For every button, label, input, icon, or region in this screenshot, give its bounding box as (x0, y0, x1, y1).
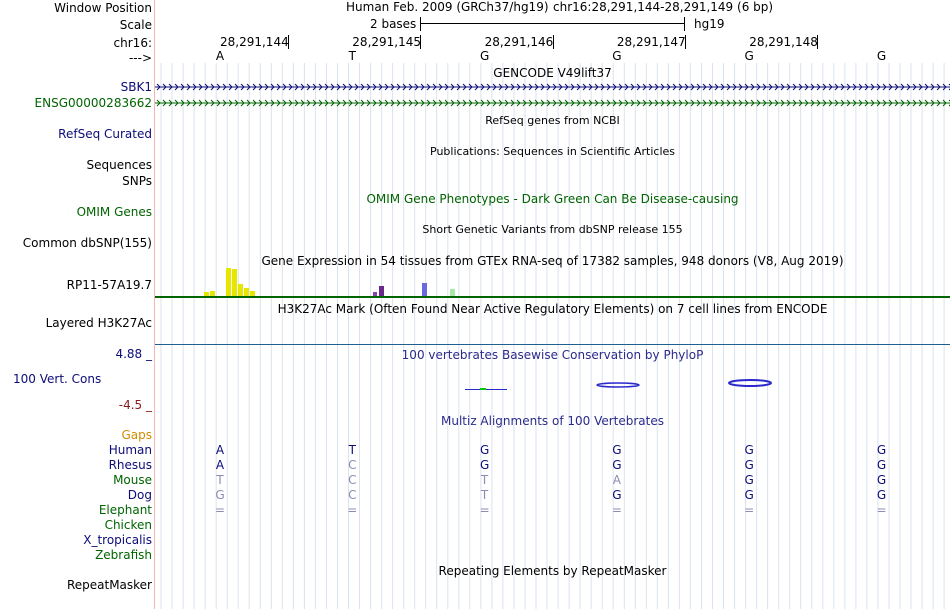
base: C (348, 473, 357, 487)
base: T (216, 473, 224, 487)
ruler-tick-label: 28,291,145 (352, 35, 422, 49)
ruler-tick-label: 28,291,147 (616, 35, 686, 49)
label-sbk1[interactable]: SBK1 (120, 80, 152, 94)
label-sequences[interactable]: Sequences (86, 158, 152, 172)
label-chicken[interactable]: Chicken (104, 518, 152, 532)
ensg-gene-strand[interactable] (155, 99, 950, 107)
label-refseq-curated[interactable]: RefSeq Curated (58, 127, 152, 141)
gtex-bar (379, 286, 384, 296)
base: C (348, 458, 357, 472)
base: A (612, 473, 621, 487)
refseq-track-title: RefSeq genes from NCBI (485, 114, 620, 127)
gtex-baseline (155, 296, 950, 298)
base: G (612, 488, 622, 502)
base: = (876, 503, 887, 517)
label-100-vert-cons[interactable]: 100 Vert. Cons (13, 372, 102, 386)
base: G (744, 458, 754, 472)
track-image[interactable] (155, 0, 950, 609)
base: G (612, 458, 622, 472)
base: G (876, 488, 887, 502)
phylop-mark (480, 388, 486, 390)
ruler-tick-label: 28,291,148 (749, 35, 818, 49)
label-repeatmasker[interactable]: RepeatMasker (66, 578, 152, 592)
label-ensg[interactable]: ENSG00000283662 (34, 96, 152, 110)
label-zebrafish[interactable]: Zebrafish (95, 548, 152, 562)
phylop-mark (729, 380, 771, 386)
label-phylop-min: -4.5 _ (118, 398, 152, 412)
base: G (215, 488, 225, 502)
base: T (348, 443, 356, 457)
base: = (479, 503, 490, 517)
label-gaps[interactable]: Gaps (121, 428, 152, 442)
label-x-tropicalis[interactable]: X_tropicalis (83, 533, 152, 547)
base: = (744, 503, 755, 517)
base: G (479, 443, 490, 457)
ruler-tick-label: 28,291,146 (484, 35, 554, 49)
base: G (744, 49, 754, 63)
label-dog[interactable]: Dog (127, 488, 152, 502)
label-strand-arrow[interactable]: ---> (128, 51, 152, 65)
ruler-tick-label: 28,291,144 (220, 35, 289, 49)
gencode-track-title: GENCODE V49lift37 (493, 66, 612, 80)
base: G (612, 49, 622, 63)
phylop-conservation-marks[interactable] (155, 376, 950, 396)
scale-bar-left-cap (420, 17, 421, 31)
gtex-bar (232, 269, 237, 296)
base: T (480, 473, 489, 487)
gtex-expression-bars[interactable] (155, 267, 950, 299)
base: G (612, 443, 622, 457)
phylop-track-title: 100 vertebrates Basewise Conservation by PhyloP (401, 348, 704, 362)
h3k27ac-track-title: H3K27Ac Mark (Often Found Near Active Regulatory Elements) on 7 cell lines from ENCODE (277, 302, 828, 316)
label-rp11[interactable]: RP11-57A19.7 (66, 278, 152, 292)
gtex-bar (422, 283, 427, 296)
gtex-bar (226, 268, 231, 296)
omim-track-title: OMIM Gene Phenotypes - Dark Green Can Be Disease-causing (366, 192, 739, 206)
base: G (479, 458, 490, 472)
sbk1-gene-strand[interactable] (155, 83, 950, 91)
base: G (876, 473, 887, 487)
multiz-track-title: Multiz Alignments of 100 Vertebrates (440, 414, 665, 428)
label-window-position[interactable]: Window Position (54, 1, 152, 15)
scale-db: hg19 (694, 17, 725, 31)
assembly-title: Human Feb. 2009 (GRCh37/hg19) (346, 0, 549, 14)
scale-bar-right-cap (684, 17, 685, 31)
label-snps[interactable]: SNPs (122, 174, 152, 188)
label-human[interactable]: Human (108, 443, 152, 457)
scale-bar (420, 23, 685, 24)
base: A (215, 443, 225, 457)
track-labels-sidebar (0, 0, 155, 609)
label-chr16[interactable]: chr16: (113, 36, 152, 50)
dbsnp-track-title: Short Genetic Variants from dbSNP release 155 (422, 223, 683, 236)
base: G (876, 443, 887, 457)
base: G (479, 49, 490, 63)
phylop-mark (597, 383, 639, 387)
label-mouse[interactable]: Mouse (113, 473, 152, 487)
gtex-bar (450, 289, 455, 296)
base: A (215, 458, 225, 472)
base: = (611, 503, 622, 517)
gtex-track-title: Gene Expression in 54 tissues from GTEx RNA-seq of 17382 samples, 948 donors (V8, Aug 2019) (261, 254, 844, 268)
base: G (876, 458, 887, 472)
publications-track-title: Publications: Sequences in Scientific Articles (430, 145, 675, 158)
gtex-bar (238, 284, 243, 296)
base: G (744, 473, 754, 487)
base: G (744, 443, 754, 457)
base: T (348, 49, 356, 63)
base: G (876, 49, 887, 63)
label-scale[interactable]: Scale (119, 18, 152, 32)
label-elephant[interactable]: Elephant (98, 503, 152, 517)
base: = (214, 503, 226, 517)
base: T (480, 488, 489, 502)
label-phylop-max: 4.88 _ (115, 347, 152, 361)
label-layered-h3k27ac[interactable]: Layered H3K27Ac (45, 316, 152, 330)
label-rhesus[interactable]: Rhesus (108, 458, 152, 472)
base: G (744, 488, 754, 502)
h3k27ac-baseline (155, 344, 950, 345)
gtex-bar (244, 288, 249, 296)
base: A (215, 49, 225, 63)
base: C (348, 488, 357, 502)
scale-text: 2 bases (370, 17, 417, 31)
repeatmasker-track-title: Repeating Elements by RepeatMasker (438, 564, 667, 578)
label-omim-genes[interactable]: OMIM Genes (76, 205, 152, 219)
window-position-value: chr16:28,291,144-28,291,149 (6 bp) (553, 0, 774, 14)
label-common-dbsnp[interactable]: Common dbSNP(155) (22, 236, 152, 250)
base: = (347, 503, 358, 517)
